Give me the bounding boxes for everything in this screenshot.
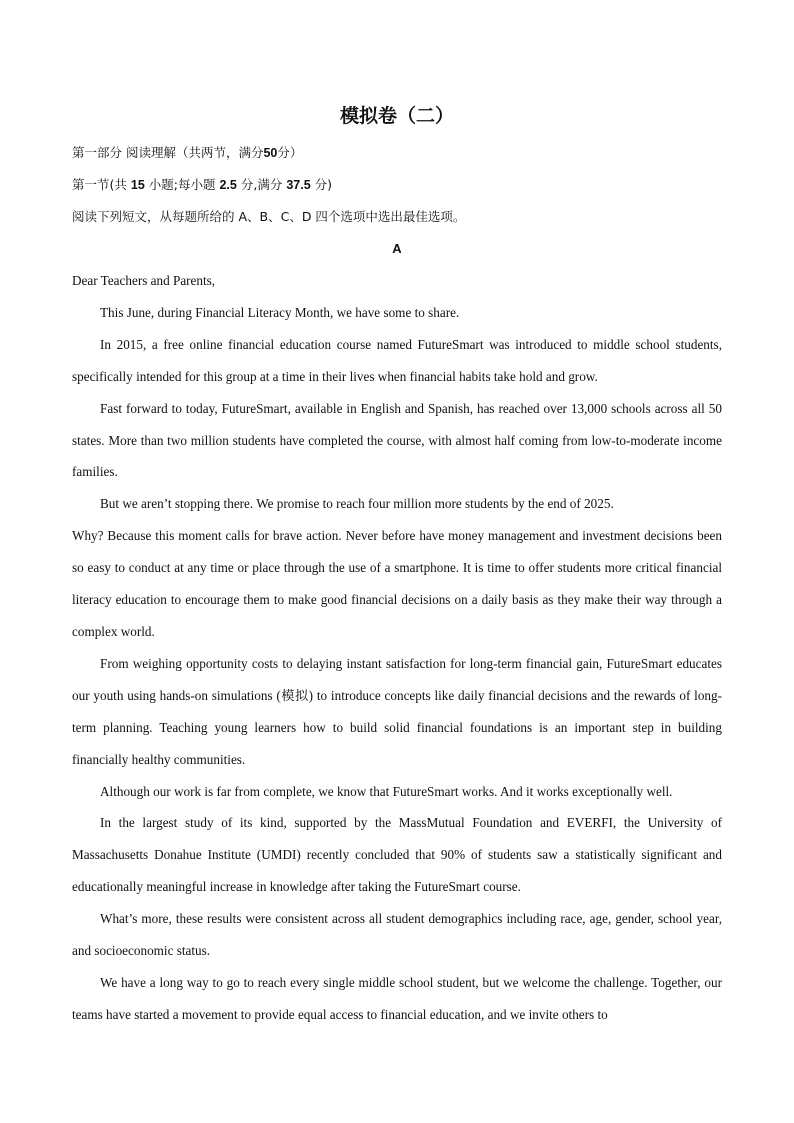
paragraph: We have a long way to go to reach every single middle school student, but we welcome the challenge. Together, our teams have started a movement to provide equal access to financial education, and we invite others to <box>72 974 722 1022</box>
paragraph: This June, during Financial Literacy Month, we have some to share. <box>100 304 460 320</box>
part-heading-prefix: 第一部分 阅读理解（共两节，满分 <box>72 145 264 160</box>
paragraph: In 2015, a free online financial education course named FutureSmart was introduced to middle school students, specifically intended for this group at a time in their lives when financial habits take hold and grow. <box>72 336 722 384</box>
part-heading-suffix: 分） <box>277 145 303 160</box>
part-heading <box>72 144 302 162</box>
part-score: 50 <box>263 146 278 160</box>
paragraph: Why? Because this moment calls for brave action. Never before have money management and investment decisions been so easy to conduct at any time or place through the use of a smartphone. It is time to offer students more critical financial literacy education to encourage them to make good financial decisions on a daily basis as they make their way through a complex world. <box>72 528 722 639</box>
section-mid2: 分,满分 <box>240 177 283 192</box>
paragraph: Although our work is far from complete, we know that FutureSmart works. And it works exceptionally well. <box>100 783 673 799</box>
passage-label: A <box>392 241 402 256</box>
section-mid1: 小题;每小题 <box>148 177 216 192</box>
paragraph: What’s more, these results were consistent across all student demographics including race, age, gender, school year, and socioeconomic status. <box>72 911 722 959</box>
salutation: Dear Teachers and Parents, <box>72 273 216 288</box>
section-total: 37.5 <box>286 178 311 192</box>
page-title: 模拟卷（二） <box>339 105 454 127</box>
paragraph: But we aren’t stopping there. We promise to reach four million more students by the end of 2025. <box>100 496 614 512</box>
passage-body <box>72 265 722 1031</box>
paragraph: In the largest study of its kind, supported by the MassMutual Foundation and EVERFI, the University of Massachusetts Donahue Institute (UMDI) recently concluded that 90% of students saw a statistically significant and educationally meaningful increase in knowledge after taking the FutureSmart course. <box>72 815 722 895</box>
section-suffix: 分) <box>314 177 333 192</box>
instructions: 阅读下列短文，从每题所给的 A、B、C、D 四个选项中选出最佳选项。 <box>72 209 466 224</box>
paragraph: From weighing opportunity costs to delaying instant satisfaction for long-term financial gain, FutureSmart educates our youth using hands-on simulations (模拟) to introduce concepts like daily financial decisions and the rewards of long-term planning. Teaching young learners how to build solid financial foundations is an important step in building financially healthy communities. <box>72 655 722 767</box>
paragraph: Fast forward to today, FutureSmart, available in English and Spanish, has reached over 13,000 schools across all 50 states. More than two million students have completed the course, with almost half coming from low-to-moderate income families. <box>72 400 722 480</box>
section-each: 2.5 <box>219 178 237 192</box>
section-count: 15 <box>130 178 145 192</box>
section-heading <box>72 176 332 194</box>
section-prefix: 第一节(共 <box>72 177 127 192</box>
